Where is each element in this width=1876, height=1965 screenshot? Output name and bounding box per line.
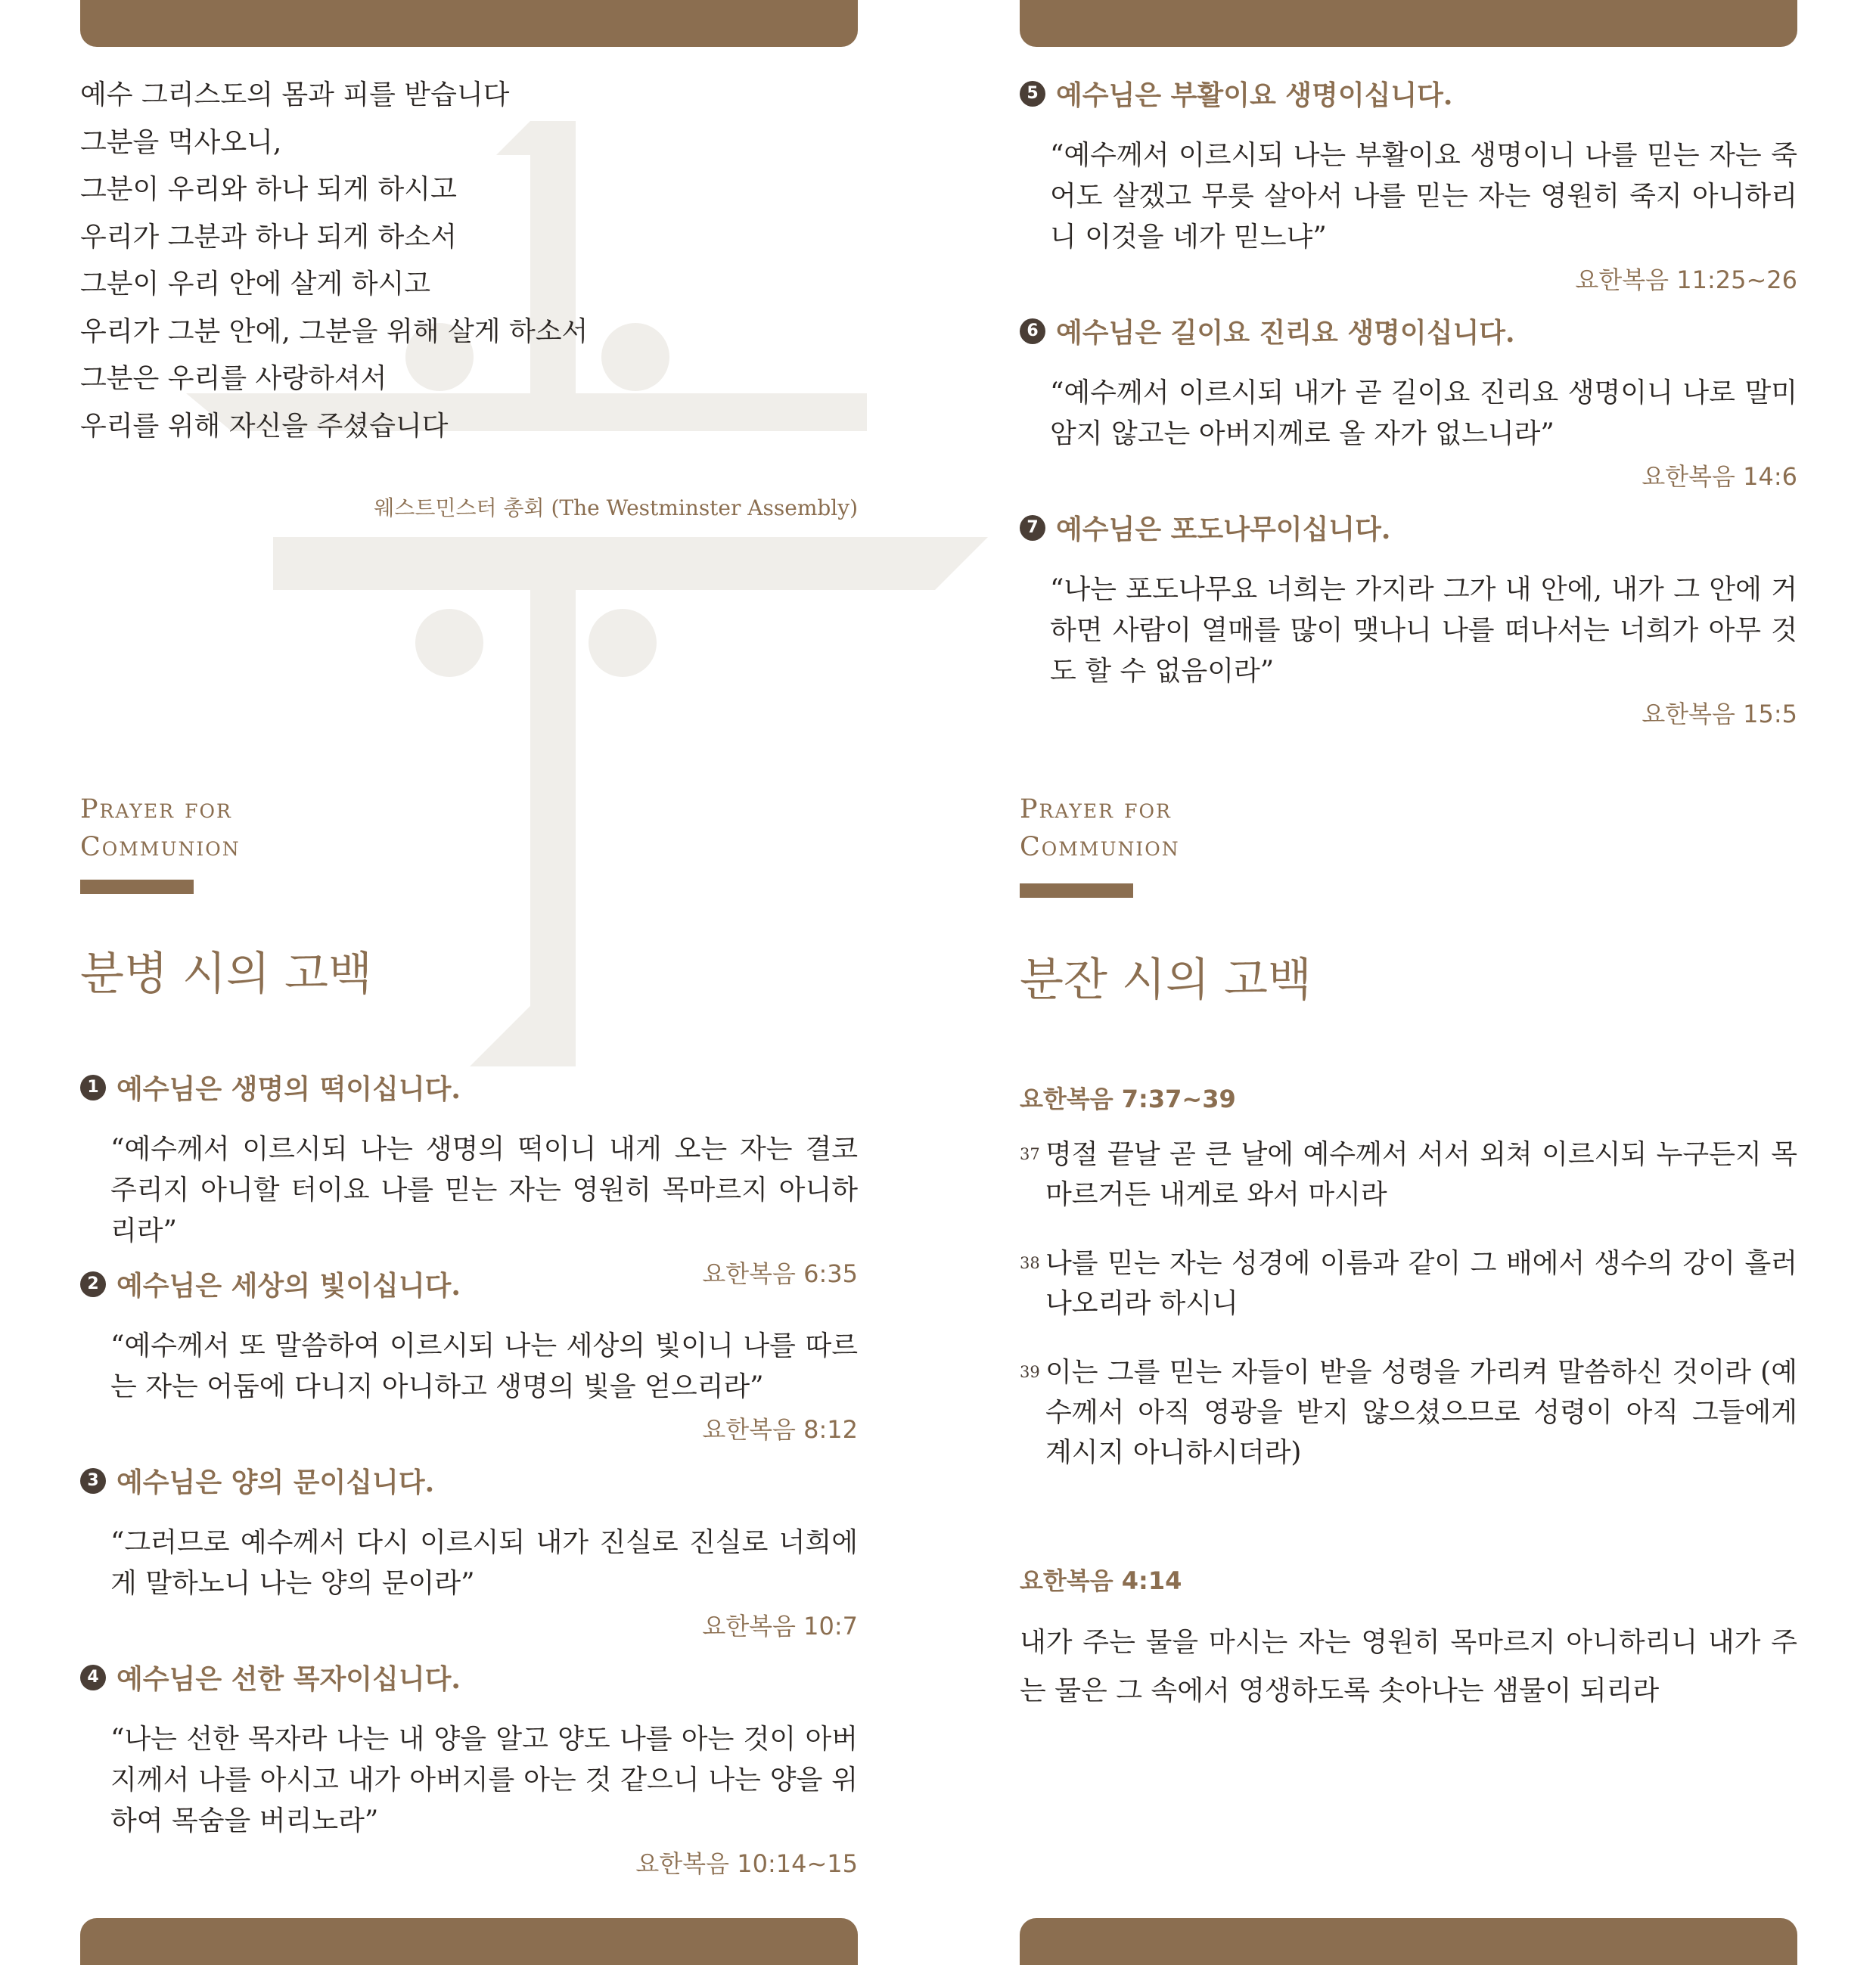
prayer-line: 그분이 우리 안에 살게 하시고 [80,269,431,300]
prayer-line: 우리가 그분과 하나 되게 하소서 [80,221,457,253]
item-title [80,1265,858,1303]
cross-left-arm-lower [273,537,530,590]
confession-item [1020,74,1797,296]
verse [1020,1135,1797,1215]
number-badge: 5 [1020,81,1045,107]
series-title-line: Communion [80,832,241,862]
scripture-quote: “예수께서 이르시되 내가 곧 길이요 진리요 생명이니 나로 말미암지 않고는 아버지께로 올 자가 없느니라” [1050,377,1797,449]
left-page [80,0,858,1965]
cross-dot-se [589,609,657,677]
confession-item [1020,312,1797,492]
prayer-line: 그분이 우리와 하나 되게 하시고 [80,174,457,205]
passage-text: 내가 주는 물을 마시는 자는 영원히 목마르지 아니하리니 내가 주는 물은 그 속에서 영생하도록 솟아나는 샘물이 되리라 [1020,1627,1797,1706]
title-rule [80,880,194,894]
scripture-quote: “나는 선한 목자라 나는 내 양을 알고 양도 나를 아는 것이 아버지께서 나를 아시고 내가 아버지를 아는 것 같으니 나는 양을 위하여 목숨을 버리노라” [110,1724,858,1836]
prayer-line: 그분을 먹사오니, [80,126,282,158]
cross-lower-shaft-tail [470,1006,530,1066]
series-title-line: Prayer for [1020,794,1172,824]
confession-item [1020,508,1797,730]
top-band [1020,0,1797,47]
verse-text: 이는 그를 믿는 자들이 받을 성령을 가리켜 말씀하신 것이라 (예수께서 아직 영광을 받지 않으셨으므로 성령이 아직 그들에게 계시지 아니하시더라) [1045,1357,1797,1468]
scripture-quote: “그러므로 예수께서 다시 이르시되 내가 진실로 진실로 너희에게 말하노니 나는 양의 문이라” [110,1527,858,1599]
item-title [1020,508,1797,547]
scripture-quote: “예수께서 이르시되 나는 생명의 떡이니 내게 오는 자는 결코 주리지 아니할 터이요 나를 믿는 자는 영원히 목마르지 아니하리라” [110,1134,858,1246]
scripture-quote: “나는 포도나무요 너희는 가지라 그가 내 안에, 내가 그 안에 거하면 사람이 열매를 많이 맺나니 나를 떠나서는 너희가 아무 것도 할 수 없음이라” [1050,574,1797,687]
number-badge: 7 [1020,515,1045,541]
title-rule [1020,883,1133,898]
item-title [80,1068,858,1107]
scripture-reference: 요한복음 10:14~15 [635,1849,858,1878]
series-title [1020,790,1180,866]
item-title-text: 예수님은 세상의 빛이십니다. [116,1270,461,1302]
prayer-line: 우리가 그분 안에, 그분을 위해 살게 하소서 [80,315,589,347]
passage-reference: 요한복음 4:14 [1020,1566,1182,1595]
cross-lower-shaft [530,537,576,1066]
item-title-text: 예수님은 양의 문이십니다. [116,1467,435,1498]
scripture-reference: 요한복음 11:25~26 [1575,265,1797,294]
passage-reference: 요한복음 7:37~39 [1020,1085,1236,1113]
verse [1020,1243,1797,1324]
prayer-line: 우리를 위해 자신을 주셨습니다 [80,410,449,442]
item-title [1020,74,1797,113]
scripture-quote: “예수께서 또 말씀하여 이르시되 나는 세상의 빛이니 나를 따르는 자는 어둠에 다니지 아니하고 생명의 빛을 얻으리라” [110,1330,858,1402]
number-badge: 6 [1020,318,1045,344]
verse-number: 38 [1020,1254,1040,1272]
verse [1020,1352,1797,1473]
number-badge: 3 [80,1468,106,1494]
confession-item [80,1658,858,1880]
item-title-text: 예수님은 생명의 떡이십니다. [116,1073,461,1105]
prayer-line: 그분은 우리를 사랑하셔서 [80,363,387,394]
item-title [80,1461,858,1500]
prayer-attribution: 웨스트민스터 총회 (The Westminster Assembly) [374,495,858,520]
cross-dot-ne [601,323,669,391]
item-title [1020,312,1797,350]
bottom-band [1020,1918,1797,1965]
confession-item [80,1461,858,1642]
verse-number: 39 [1020,1363,1040,1381]
item-title [80,1658,858,1696]
verse-text: 명절 끝날 곧 큰 날에 예수께서 서서 외쳐 이르시되 누구든지 목마르거든 내게로 와서 마시라 [1045,1139,1797,1210]
scripture-reference: 요한복음 8:12 [702,1415,858,1444]
series-title [80,790,241,866]
scripture-reference: 요한복음 10:7 [702,1612,858,1641]
cross-right-arm-lower [576,537,988,590]
number-badge: 2 [80,1271,106,1297]
confession-item [80,1068,858,1290]
scripture-reference: 요한복음 15:5 [1642,700,1797,728]
verse-list [1020,1135,1797,1501]
bottom-band [80,1918,858,1965]
series-title-line: Communion [1020,832,1180,862]
item-title-text: 예수님은 길이요 진리요 생명이십니다. [1056,317,1515,349]
item-title-text: 예수님은 포도나무이십니다. [1056,514,1391,545]
series-title-line: Prayer for [80,794,232,824]
communion-prayer [80,72,588,450]
section-heading: 분잔 시의 고백 [1020,954,1312,1007]
right-page [1020,0,1797,1965]
scripture-reference: 요한복음 6:35 [702,1259,858,1288]
confession-item [80,1265,858,1445]
scripture-quote: “예수께서 이르시되 나는 부활이요 생명이니 나를 믿는 자는 죽어도 살겠고 무릇 살아서 나를 믿는 자는 영원히 죽지 아니하리니 이것을 네가 믿느냐” [1050,140,1797,253]
item-title-text: 예수님은 선한 목자이십니다. [116,1663,461,1695]
number-badge: 4 [80,1665,106,1690]
section-heading: 분병 시의 고백 [80,948,372,1001]
cross-dot-sw [415,609,483,677]
top-band [80,0,858,47]
verse-text: 나를 믿는 자는 성경에 이름과 같이 그 배에서 생수의 강이 흘러나오리라 하시니 [1045,1248,1797,1319]
number-badge: 1 [80,1075,106,1100]
cross-right-arm [576,393,867,431]
scripture-reference: 요한복음 14:6 [1642,462,1797,491]
prayer-line: 예수 그리스도의 몸과 피를 받습니다 [80,79,510,110]
item-title-text: 예수님은 부활이요 생명이십니다. [1056,79,1453,111]
verse-number: 37 [1020,1145,1040,1163]
